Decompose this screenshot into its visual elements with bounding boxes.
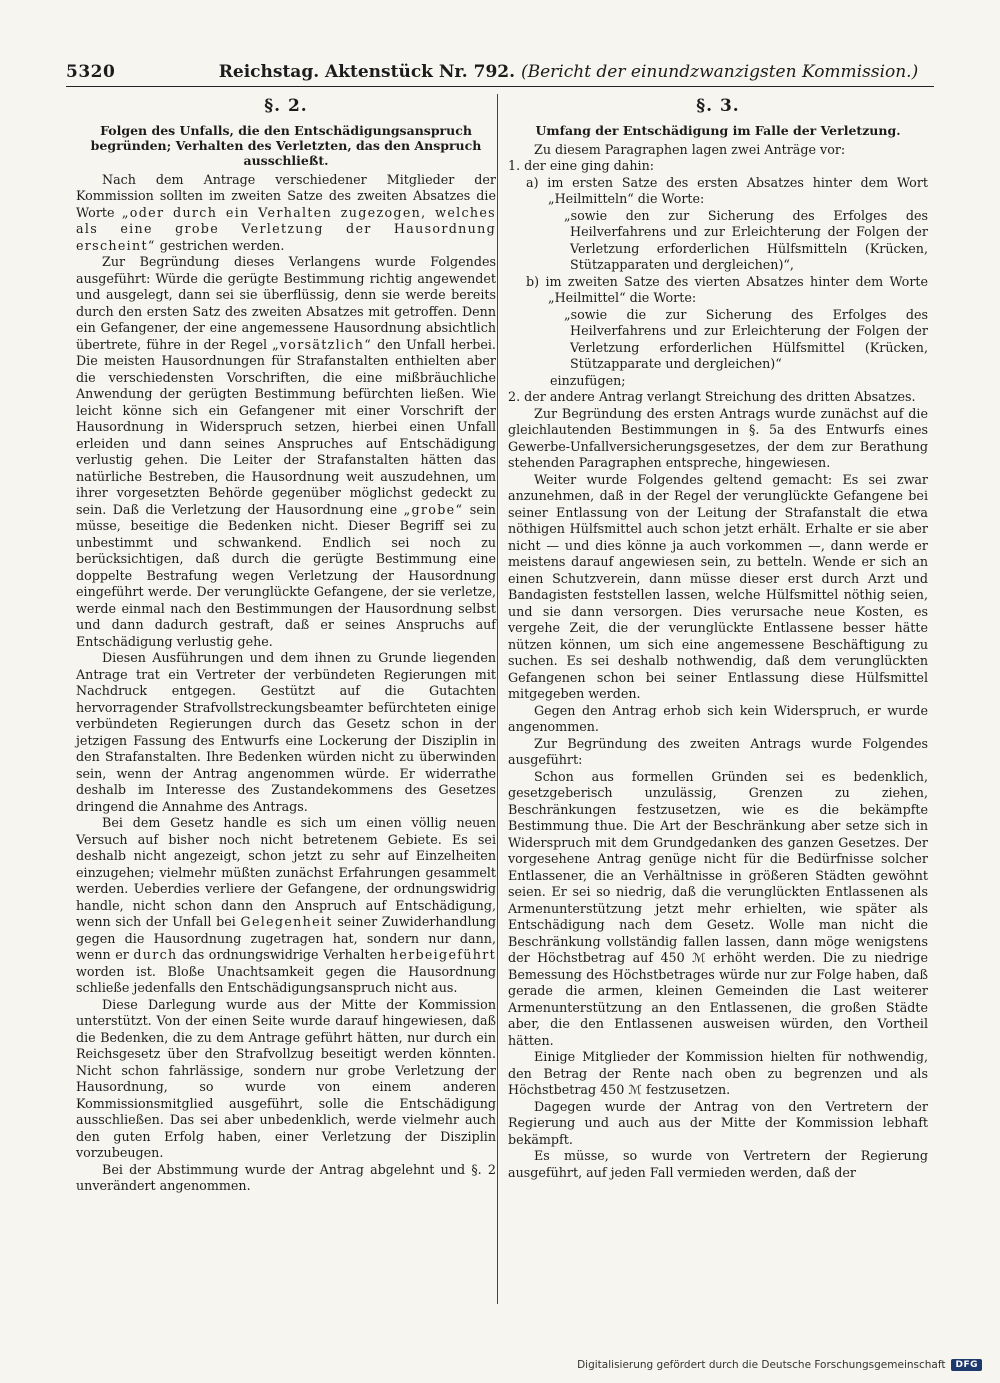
text: Bei dem Gesetz handle es sich um einen völlig neuen Versuch auf bisher noch nicht betretenem Gebiete. Es sei deshalb nicht angezeigt, schon jetzt zu sehr auf Einzelheiten einzugehen; vielmehr müßten zunächst Erfahrungen gesammelt werden. Ueberdies verliere der Gefangene, der ordnungswidrig handle, nicht schon dann den Anspruch auf Entschädigung, wenn sich der Unfall bei xyxy=(76,815,496,929)
spaced-text: „vorsätzlich“ xyxy=(272,336,373,352)
section-heading-2: §. 2. xyxy=(264,96,308,116)
paragraph: Zu diesem Paragraphen lagen zwei Anträge vor: xyxy=(534,141,846,157)
spaced-text: herbeigeführt xyxy=(389,947,496,962)
text: worden ist. Bloße Unachtsamkeit gegen die Hausordnung schließe jedenfalls den Entschädigungsanspruch nicht aus. xyxy=(76,963,496,995)
text: Nach dem Antrage verschiedener Mitglieder der Kommission sollten im zweiten Satze des zweiten Absatzes die Worte xyxy=(76,171,496,220)
list-subitem: b) im zweiten Satze des vierten Absatzes hinter dem Worte „Heilmittel“ die Worte: xyxy=(526,273,928,305)
paragraph: Zur Begründung des zweiten Antrags wurde Folgendes ausgeführt: xyxy=(508,735,928,767)
running-head-subtitle: (Bericht der einundzwanzigsten Kommission.) xyxy=(520,62,919,82)
currency-symbol: ℳ xyxy=(692,950,706,965)
paragraph xyxy=(76,254,496,650)
text: Zur Begründung dieses Verlangens wurde Folgendes ausgeführt: Würde die gerügte Bestimmung richtig angewendet und ausgelegt, dann sei sie überflüssig, denn sie werde bereits durch den ersten Satz des zweiten Absatzes mit getroffen. Denn ein Gefangener, der eine angemessene Hausordnung absichtlich übertrete, führe in der Regel xyxy=(76,254,496,352)
paragraph: Diesen Ausführungen und dem ihnen zu Grunde liegenden Antrage trat ein Vertreter der verbündeten Regierungen mit Nachdruck entgegen. Gestützt auf die Gutachten hervorragender Strafvollstreckungsbeamter befürchteten einige verbündeten Regierungen durch das Gesetz schon in der jetzigen Fassung des Entwurfs eine Lockerung der Disziplin in den Strafanstalten. Ihre Bedenken würden nicht zu überwinden sein, wenn der Antrag angenommen würde. Er widerrathe deshalb im Interesse des Zustandekommens des Gesetzes dringend die Annahme des Antrags. xyxy=(76,650,496,814)
paragraph xyxy=(508,1049,928,1099)
list-item: 2. der andere Antrag verlangt Streichung des dritten Absatzes. xyxy=(508,389,916,404)
right-column xyxy=(508,96,928,1181)
text: festzusetzen. xyxy=(646,1082,731,1097)
text: Einige Mitglieder der Kommission hielten für nothwendig, den Betrag der Rente nach oben zu begrenzen und als Höchstbetrag 450 xyxy=(508,1049,928,1097)
quoted-text: „sowie die zur Sicherung des Erfolges des Heilverfahrens und zur Erleichterung der Folgen der Verletzung erforderlichen Hülfsmittel (Krücken, Stützapparate und dergleichen)“ xyxy=(564,306,928,371)
column-divider xyxy=(497,94,498,1304)
paragraph xyxy=(76,815,496,997)
paragraph: Weiter wurde Folgendes geltend gemacht: Es sei zwar anzunehmen, daß in der Regel der verunglückte Gefangene bei seiner Entlassung von der Leitung der Strafanstalt die etwa nöthigen Hülfsmittel auch schon jetzt erhält. Erhalte er sie aber nicht — und dies könne ja auch vorkommen —, dann werde er meistens darauf angewiesen sein, zu betteln. Wende er sich an einen Schutzverein, dann müsse dieser erst durch Arzt und Bandagisten feststellen lassen, welche Hülfsmittel nöthig seien, und sie dann versorgen. Dies verursache neue Kosten, es vergehe Zeit, die der verunglückte Entlassene besser hätte nützen können, um sich eine angemessene Beschäftigung zu suchen. Es sei deshalb nothwendig, daß dem verunglückten Gefangenen schon bei seiner Entlassung diese Hülfsmittel mitgegeben werden. xyxy=(508,471,928,701)
currency-symbol: ℳ xyxy=(628,1082,642,1097)
page-number: 5320 xyxy=(66,62,116,82)
paragraph: Es müsse, so wurde von Vertretern der Regierung ausgeführt, auf jeden Fall vermieden werden, daß der xyxy=(508,1148,928,1180)
text: erhöht werden. Die zu niedrige Bemessung des Höchstbetrages würde nur zur Folge haben, daß gerade die armen, kleinen Gemeinden die Last weiterer Armenunterstützung an den Entlassenen, die großen Städte aber, die den Entlassenen ausweisen würden, den Vortheil hätten. xyxy=(508,950,928,1048)
list-subitem: a) im ersten Satze des ersten Absatzes hinter dem Wort „Heilmitteln“ die Worte: xyxy=(526,174,928,206)
paragraph: Dagegen wurde der Antrag von den Vertretern der Regierung und auch aus der Mitte der Kommission lebhaft bekämpft. xyxy=(508,1098,928,1147)
text: den Unfall herbei. Die meisten Hausordnungen für Strafanstalten enthielten aber die verschiedensten Vorschriften, die eine mißbräuchliche Anwendung der gerügten Bestimmung befürchten ließen. Wie leicht könne sich ein Gefangener mit einer Vorschrift der Hausordnung in Widerspruch setzen, hierbei einen Unfall erleiden und dann seines Anspruches auf Entschädigung verlustig gehen. Die Leiter der Strafanstalten hätten das natürliche Bestreben, die Hausordnung weit auszudehnen, um ihrer vorgesetzten Behörde gegenüber möglichst gedeckt zu sein. Daß die Verletzung der Hausordnung eine xyxy=(76,336,496,517)
spaced-text: durch xyxy=(133,947,178,962)
paragraph: Diese Darlegung wurde aus der Mitte der Kommission unterstützt. Von der einen Seite wurde darauf hingewiesen, daß die Bedenken, die zu dem Antrage geführt hätten, nur durch ein Reichsgesetz über den Strafvollzug beseitigt werden könnten. Nicht schon fahrlässige, sondern nur grobe Verletzung der Hausordnung, so wurde von einem anderen Kommissionsmitglied ausgeführt, solle die Entschädigung ausschließen. Das sei aber unbedenklich, werde vielmehr auch den guten Erfolg haben, einer Verletzung der Disziplin vorzubeugen. xyxy=(76,996,496,1160)
text: Schon aus formellen Gründen sei es bedenklich, gesetzgeberisch unzulässig, Grenzen zu ziehen, Beschränkungen festzusetzen, wie es die bekämpfte Bestimmung thue. Die Art der Beschränkung aber setze sich in Widerspruch mit dem Grundgedanken des ganzen Gesetzes. Der vorgesehene Antrag genüge nicht für die Bedürfnisse solcher Entlassener, die an Verhältnisse in größeren Städten gewöhnt seien. Er sei so niedrig, daß die verunglückten Entlassenen als Armenunterstützung jetzt mehr erhielten, wie später als Entschädigung nach dem Gesetz. Wolle man nicht die Beschränkung vollständig fallen lassen, dann möge wenigstens der Höchstbetrag auf 450 xyxy=(508,768,928,965)
left-column xyxy=(76,96,496,1195)
spaced-text: „grobe“ xyxy=(403,501,464,517)
text: sein müsse, beseitige die Bedenken nicht. Dieser Begriff sei zu unbestimmt und schwankend. Endlich sei noch zu berücksichtigen, daß durch die gerügte Bestimmung eine doppelte Bestrafung wegen Verletzung der Hausordnung eingeführt werde. Der verunglückte Gefangene, der sie verletze, werde einmal nach den Bestimmungen der Hausordnung selbst und dann dadurch gestraft, daß er seines Anspruchs auf Entschädigung verlustig gehe. xyxy=(76,501,496,649)
paragraph xyxy=(508,769,928,1050)
spaced-text: Gelegenheit xyxy=(240,914,333,929)
spaced-text: „oder durch ein Verhalten zugezogen, welches als eine grobe Verletzung der Hausordnung erscheint“ xyxy=(76,204,496,253)
paragraph: Zur Begründung des ersten Antrags wurde zunächst auf die gleichlautenden Bestimmungen in §. 5a des Entwurfs eines Gewerbe-Unfallversicherungsgesetzes, der dem zur Berathung stehenden Paragraphen entspreche, hingewiesen. xyxy=(508,405,928,470)
credit-text: Digitalisierung gefördert durch die Deutsche Forschungsgemeinschaft xyxy=(577,1359,946,1371)
paragraph xyxy=(76,172,496,255)
paragraph: Gegen den Antrag erhob sich kein Widerspruch, er wurde angenommen. xyxy=(508,702,928,734)
text: gestrichen werden. xyxy=(159,237,285,253)
running-head xyxy=(203,62,934,82)
section-heading-3: §. 3. xyxy=(696,96,740,116)
page-header xyxy=(66,58,934,87)
section-subheading: Umfang der Entschädigung im Falle der Verletzung. xyxy=(535,122,901,138)
dfg-logo-icon: DFG xyxy=(951,1359,982,1371)
text: das ordnungswidrige Verhalten xyxy=(182,947,386,962)
digitization-credit xyxy=(577,1359,982,1371)
quoted-text: „sowie den zur Sicherung des Erfolges des Heilverfahrens und zur Erleichterung der Folgen der Verletzung erforderlichen Hülfsmitteln (Krücken, Stützapparaten und dergleichen)“, xyxy=(564,207,928,272)
list-item: 1. der eine ging dahin: xyxy=(508,158,655,173)
text: seiner Zuwiderhandlung gegen die Hausordnung zugetragen hat, sondern nur dann, wenn er xyxy=(76,914,496,962)
text-line: einzufügen; xyxy=(550,372,626,388)
section-subheading: Folgen des Unfalls, die den Entschädigungsanspruch begründen; Verhalten des Verletzten, das den Anspruch ausschließt. xyxy=(90,122,482,168)
running-head-title: Reichstag. Aktenstück Nr. 792. xyxy=(218,62,516,82)
paragraph: Bei der Abstimmung wurde der Antrag abgelehnt und §. 2 unverändert angenommen. xyxy=(76,1161,496,1193)
